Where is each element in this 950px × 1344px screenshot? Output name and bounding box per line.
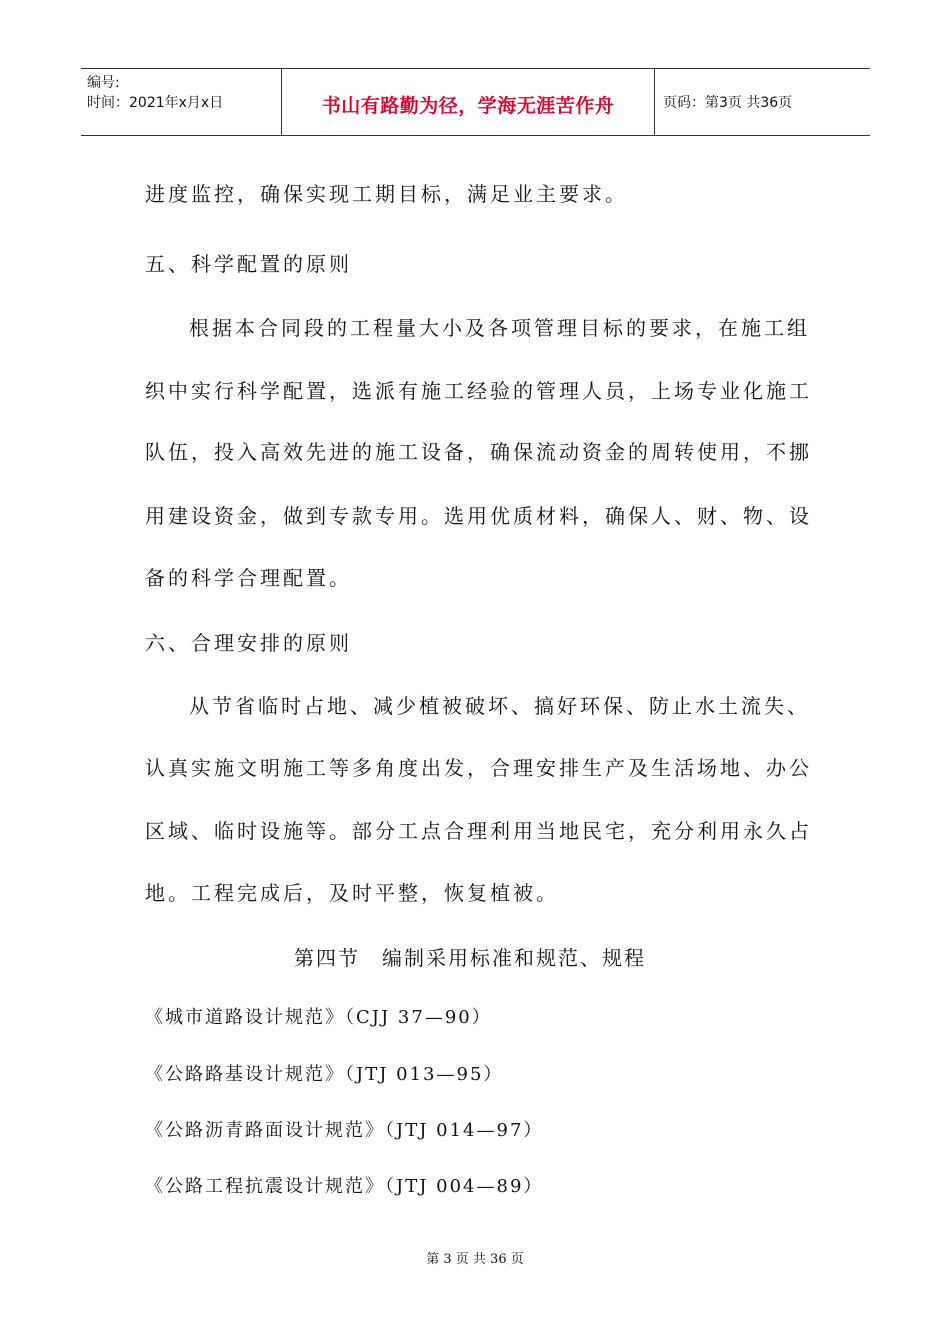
reference-item: 《公路沥青路面设计规范》（JTJ 014—97） bbox=[145, 1120, 544, 1141]
reference-item: 《城市道路设计规范》（CJJ 37—90） bbox=[145, 1007, 492, 1028]
page-footer: 第 3 页 共 36 页 bbox=[426, 1252, 524, 1267]
reference-item: 《公路工程抗震设计规范》（JTJ 004—89） bbox=[145, 1176, 544, 1197]
reference-item: 《公路路基设计规范》（JTJ 013—95） bbox=[145, 1064, 504, 1085]
header-page-info: 页码：第3页 共36页 bbox=[663, 95, 793, 111]
header-motto-cell bbox=[282, 69, 655, 135]
paragraph-line: 区域、临时设施等。部分工点合理利用当地民宅，充分利用永久占 bbox=[145, 819, 812, 843]
paragraph-continuation: 进度监控，确保实现工期目标，满足业主要求。 bbox=[145, 182, 628, 206]
header-page-cell bbox=[655, 69, 870, 135]
paragraph-line: 队伍，投入高效先进的施工设备，确保流动资金的周转使用，不挪 bbox=[145, 440, 812, 464]
paragraph-line: 备的科学合理配置。 bbox=[145, 566, 352, 590]
chapter-section-title: 第四节 编制采用标准和规范、规程 bbox=[294, 946, 646, 970]
paragraph-line: 从节省临时占地、减少植被破坏、搞好环保、防止水土流失、 bbox=[189, 694, 810, 718]
paragraph-line: 地。工程完成后，及时平整，恢复植被。 bbox=[145, 881, 559, 905]
header-meta-cell bbox=[81, 69, 282, 135]
section-heading-6: 六、合理安排的原则 bbox=[145, 631, 352, 655]
header-motto: 书山有路勤为径，学海无涯苦作舟 bbox=[321, 94, 615, 117]
paragraph-line: 根据本合同段的工程量大小及各项管理目标的要求，在施工组 bbox=[189, 316, 810, 340]
document-number-label: 编号: bbox=[87, 75, 120, 91]
paragraph-line: 织中实行科学配置，选派有施工经验的管理人员，上场专业化施工 bbox=[145, 379, 812, 403]
paragraph-line: 用建设资金，做到专款专用。选用优质材料，确保人、财、物、设 bbox=[145, 504, 812, 528]
paragraph-line: 认真实施文明施工等多角度出发，合理安排生产及生活场地、办公 bbox=[145, 756, 812, 780]
document-date: 时间：2021年x月x日 bbox=[87, 95, 224, 111]
section-heading-5: 五、科学配置的原则 bbox=[145, 252, 352, 276]
page-header bbox=[81, 68, 870, 136]
